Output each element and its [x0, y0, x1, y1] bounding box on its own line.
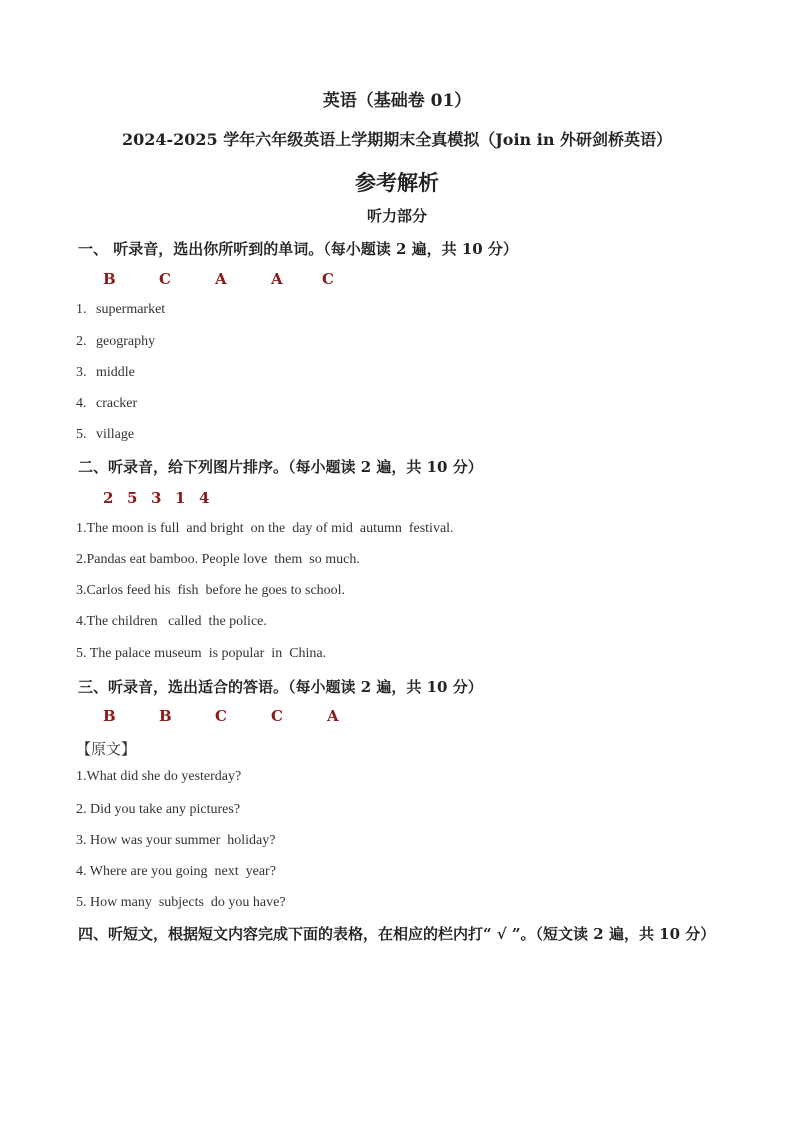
- section3-answer: C: [271, 707, 283, 725]
- list-item-number: 2.: [76, 334, 87, 349]
- list-item-number: 4.: [76, 396, 87, 411]
- list-item-text: village: [96, 427, 135, 442]
- list-item: [76, 302, 165, 318]
- section2-answer: 1: [175, 489, 186, 507]
- list-item-text: supermarket: [96, 302, 166, 317]
- document-subtitle: 2024-2025 学年六年级英语上学期期末全真模拟（Join in 外研剑桥英语）: [121, 130, 673, 149]
- list-item-text: geography: [96, 334, 156, 349]
- section2-answer: 5: [127, 489, 138, 507]
- section3-answer: C: [215, 707, 227, 725]
- section2-answer: 2: [103, 489, 114, 507]
- section2-answer: 3: [151, 489, 162, 507]
- section1-answer: A: [215, 270, 227, 288]
- section1-title: 一、 听录音，选出你所听到的单词。（每小题读 2 遍，共 10 分）: [78, 240, 518, 258]
- section3-answer: A: [327, 707, 339, 725]
- section1-answer: A: [271, 270, 283, 288]
- list-item-number: 3.: [76, 365, 87, 380]
- section3-answer: B: [103, 707, 116, 725]
- list-item-text: cracker: [96, 396, 138, 411]
- document-title: 英语（基础卷 01）: [322, 91, 472, 111]
- list-item: 4. Where are you going next year?: [76, 864, 276, 879]
- section4-title: 四、听短文，根据短文内容完成下面的表格，在相应的栏内打“ √ ”。（短文读 2 遍，共 10 分）: [78, 925, 716, 943]
- section3-title: 三、听录音，选出适合的答语。（每小题读 2 遍，共 10 分）: [78, 678, 483, 696]
- list-item: 5. The palace museum is popular in China.: [76, 646, 327, 661]
- section2-title: 二、听录音，给下列图片排序。（每小题读 2 遍，共 10 分）: [78, 458, 483, 476]
- list-item-number: 5.: [76, 427, 87, 442]
- section1-answer: C: [322, 270, 334, 288]
- list-item-text: middle: [96, 365, 135, 380]
- list-item-number: 1.: [76, 302, 87, 317]
- list-item: 5. How many subjects do you have?: [76, 895, 286, 910]
- list-item: [76, 365, 135, 381]
- section3-answer: B: [159, 707, 172, 725]
- original-text-label: 【原文】: [76, 742, 137, 758]
- list-item: [76, 334, 155, 350]
- list-item: [76, 396, 137, 412]
- list-item: 2. Did you take any pictures?: [76, 802, 241, 817]
- document-heading: 参考解析: [355, 170, 439, 195]
- list-item: 1.What did she do yesterday?: [76, 769, 242, 784]
- list-item: 1.The moon is full and bright on the day of mid autumn festival.: [76, 521, 454, 536]
- list-item: 3. How was your summer holiday?: [76, 833, 276, 848]
- list-item: [76, 427, 134, 443]
- list-item: 4.The children called the police.: [76, 614, 267, 629]
- list-item: 3.Carlos feed his fish before he goes to school.: [76, 583, 346, 598]
- section2-answer: 4: [199, 489, 210, 507]
- part-label: 听力部分: [366, 207, 427, 225]
- section1-answer: B: [103, 270, 116, 288]
- list-item: 2.Pandas eat bamboo. People love them so much.: [76, 552, 360, 567]
- section1-answer: C: [159, 270, 171, 288]
